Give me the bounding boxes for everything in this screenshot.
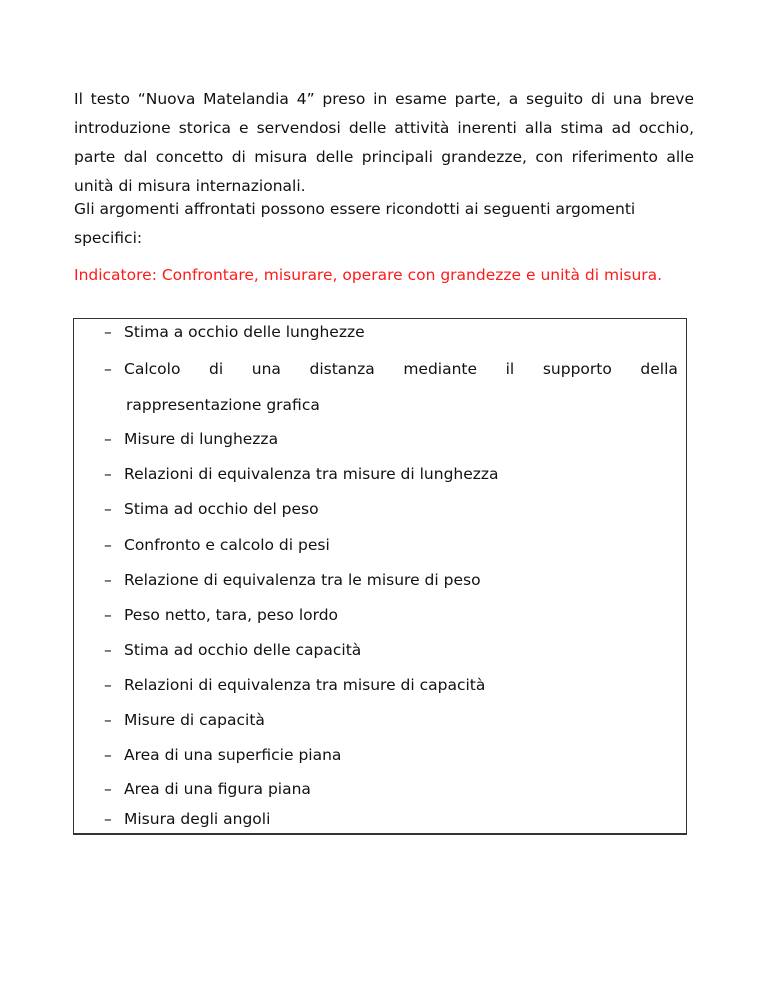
topic-item — [104, 429, 278, 449]
dash-bullet: – — [104, 571, 112, 589]
topic-item — [104, 745, 341, 765]
topic-item — [104, 605, 338, 625]
topic-word: di — [209, 360, 224, 378]
dash-bullet: – — [104, 711, 112, 729]
topic-label: Stima ad occhio del peso — [124, 500, 319, 518]
topic-word: il — [505, 360, 515, 378]
dash-bullet: – — [104, 360, 112, 378]
dash-bullet: – — [104, 430, 112, 448]
topic-item — [104, 710, 265, 730]
topic-word: distanza — [309, 360, 375, 378]
dash-bullet: – — [104, 746, 112, 764]
topic-label: Relazioni di equivalenza tra misure di lunghezza — [124, 465, 499, 483]
topic-word: una — [251, 360, 281, 378]
dash-bullet: – — [104, 780, 112, 798]
dash-bullet: – — [104, 465, 112, 483]
dash-bullet: – — [104, 323, 112, 341]
topic-label: Stima ad occhio delle capacità — [124, 641, 362, 659]
topic-item — [104, 322, 365, 342]
topic-item — [104, 809, 270, 829]
topic-word: mediante — [403, 360, 478, 378]
dash-bullet: – — [104, 606, 112, 624]
topic-item — [104, 779, 311, 799]
topic-label-part — [104, 359, 180, 379]
topic-label: Area di una superficie piana — [124, 746, 342, 764]
dash-bullet: – — [104, 536, 112, 554]
topic-item — [104, 640, 361, 660]
intro-paragraph-2: Gli argomenti affrontati possono essere ricondotti ai seguenti argomenti specifici: — [74, 200, 636, 247]
dash-bullet: – — [104, 641, 112, 659]
topic-label: Area di una figura piana — [124, 780, 311, 798]
topic-item — [104, 535, 330, 555]
dash-bullet: – — [104, 500, 112, 518]
topic-item — [104, 499, 319, 519]
topic-item — [104, 675, 485, 695]
topic-label: Relazioni di equivalenza tra misure di capacità — [124, 676, 486, 694]
topic-word: supporto — [542, 360, 612, 378]
topic-label: Misura degli angoli — [124, 810, 271, 828]
topic-item-continuation: rappresentazione grafica — [126, 396, 320, 414]
topic-item — [104, 570, 481, 590]
dash-bullet: – — [104, 810, 112, 828]
topic-label: Misure di lunghezza — [124, 430, 279, 448]
topic-word: della — [640, 360, 678, 378]
topic-word: Calcolo — [124, 360, 181, 378]
topic-label: Misure di capacità — [124, 711, 265, 729]
indicator-heading: Indicatore: Confrontare, misurare, operare con grandezze e unità di misura. — [74, 266, 663, 284]
dash-bullet: – — [104, 676, 112, 694]
topic-label: Stima a occhio delle lunghezze — [124, 323, 365, 341]
topic-label: Peso netto, tara, peso lordo — [124, 606, 339, 624]
intro-paragraph: Il testo “Nuova Matelandia 4” preso in esame parte, a seguito di una breve introduzione storica e servendosi delle attività inerenti alla stima ad occhio, parte dal concetto di misura delle principali grandezze, con riferimento alle unità di misura internazionali. — [74, 90, 694, 195]
topic-label: Confronto e calcolo di pesi — [124, 536, 330, 554]
topics-box — [73, 318, 687, 835]
topic-label: Relazione di equivalenza tra le misure di peso — [124, 571, 481, 589]
topic-item — [104, 359, 678, 379]
topic-item — [104, 464, 499, 484]
